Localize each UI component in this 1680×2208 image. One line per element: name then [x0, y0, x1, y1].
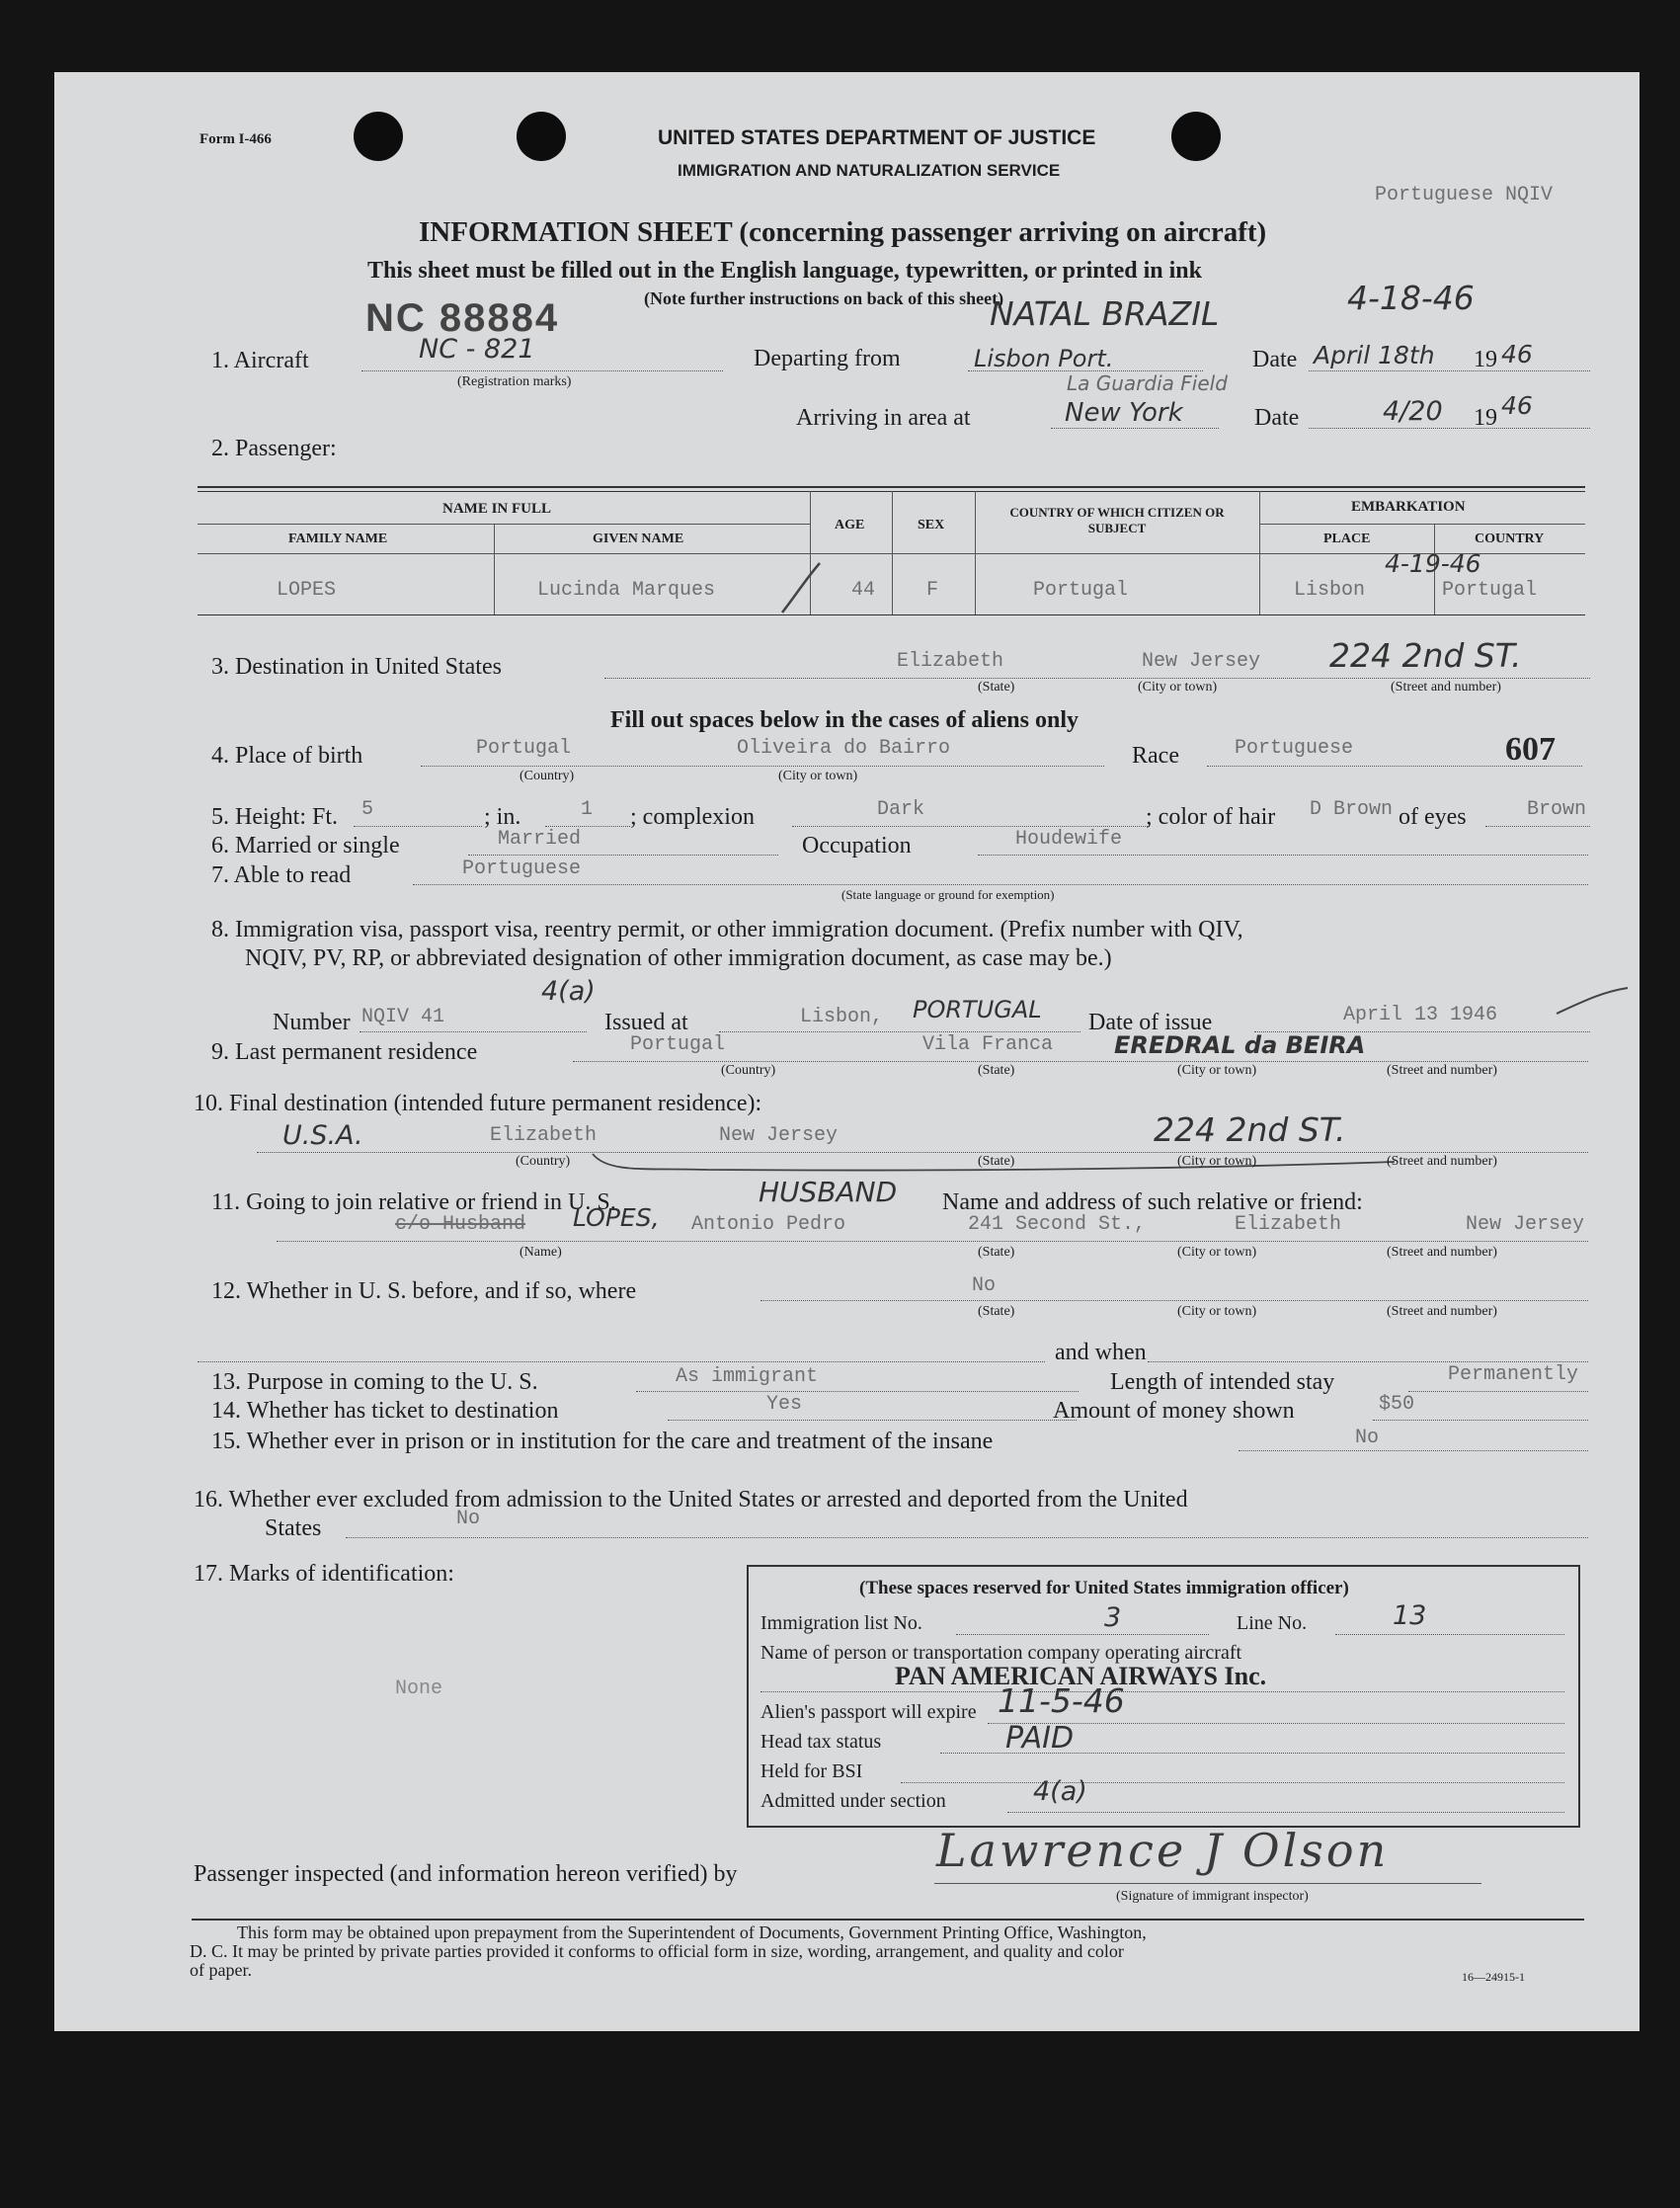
height-label: 5. Height: Ft.	[211, 804, 339, 830]
officer-box-heading: (These spaces reserved for United States immigration officer)	[859, 1578, 1349, 1598]
race-label: Race	[1132, 743, 1179, 769]
punch-hole	[1171, 112, 1221, 161]
residence-country: Portugal	[630, 1033, 726, 1056]
col-divider	[1259, 491, 1260, 614]
read-caption: (State language or ground for exemption)	[841, 887, 1055, 902]
arriving-value: New York	[1065, 398, 1183, 428]
complexion-label: ; complexion	[630, 804, 755, 830]
birth-city: Oliveira do Bairro	[737, 737, 951, 760]
footer-line-2: D. C. It may be printed by private parties provided it conforms to official form in size, wording, arrangement, and quality and color	[190, 1941, 1124, 1961]
caption-city: (City or town)	[1138, 680, 1218, 695]
arriving-line	[1051, 428, 1219, 429]
aircraft-registration: NC - 821	[419, 334, 535, 365]
visa-number-value: NQIV 41	[361, 1006, 445, 1028]
section-value: 4(a)	[1033, 1776, 1087, 1807]
caption-state: (State)	[978, 1304, 1015, 1319]
join-label: 11. Going to join relative or friend in U. S.	[211, 1189, 616, 1215]
height-ft: 5	[361, 798, 374, 821]
money-line	[1373, 1420, 1588, 1421]
print-code: 16—24915-1	[1462, 1970, 1525, 1984]
departure-date-label: Date	[1252, 347, 1298, 372]
header-family-name: FAMILY NAME	[288, 532, 388, 546]
header-given-name: GIVEN NAME	[593, 532, 684, 546]
date-of-issue-label: Date of issue	[1088, 1010, 1213, 1035]
code-stamp: 607	[1505, 731, 1556, 768]
passport-expire-label: Alien's passport will expire	[760, 1701, 977, 1723]
date-of-issue-value: April 13 1946	[1343, 1004, 1498, 1026]
embark-country-value: Portugal	[1442, 579, 1538, 602]
embark-subhead-rule	[1259, 524, 1585, 525]
departure-year-prefix: 19	[1474, 347, 1497, 372]
arrival-date-line	[1309, 428, 1590, 429]
pen-stroke	[1553, 984, 1632, 1018]
final-state-a: Elizabeth	[490, 1124, 598, 1147]
col-divider	[892, 491, 893, 614]
final-destination-label: 10. Final destination (intended future permanent residence):	[194, 1091, 762, 1116]
when-line-right	[1148, 1361, 1588, 1362]
departing-label: Departing from	[754, 346, 901, 371]
inches-label: ; in.	[484, 804, 521, 830]
operator-line	[760, 1691, 1564, 1692]
col-divider	[494, 524, 495, 614]
line-number-value: 13	[1393, 1600, 1427, 1631]
join-name: Antonio Pedro	[691, 1213, 846, 1236]
destination-city: New Jersey	[1142, 650, 1261, 673]
ticket-label: 14. Whether has ticket to destination	[211, 1398, 559, 1424]
visa-number-label: Number	[273, 1010, 351, 1035]
occupation-value: Houdewife	[1015, 828, 1123, 851]
eyes-label: of eyes	[1399, 804, 1467, 830]
aircraft-line	[361, 370, 723, 371]
stay-value: Permanently	[1448, 1363, 1579, 1386]
head-tax-label: Head tax status	[760, 1731, 882, 1753]
in-line	[545, 826, 630, 827]
occupation-line	[978, 855, 1588, 856]
money-value: $50	[1379, 1393, 1415, 1416]
form-number: Form I-466	[200, 131, 272, 147]
ft-line	[354, 826, 482, 827]
arrival-year-prefix: 19	[1474, 405, 1497, 431]
visa-number-line	[360, 1031, 587, 1032]
age-value: 44	[851, 579, 876, 602]
arriving-label: Arriving in area at	[796, 405, 971, 431]
list-number-label: Immigration list No.	[760, 1612, 922, 1634]
line-number-label: Line No.	[1237, 1612, 1308, 1634]
join-state: New Jersey	[1466, 1213, 1585, 1236]
purpose-label: 13. Purpose in coming to the U. S.	[211, 1369, 538, 1395]
stay-label: Length of intended stay	[1110, 1369, 1335, 1395]
prison-line	[1239, 1450, 1588, 1451]
table-top-rule	[198, 486, 1585, 488]
sex-value: F	[926, 579, 939, 602]
arriving-note: La Guardia Field	[1067, 371, 1228, 395]
footer-line-3: of paper.	[190, 1960, 252, 1980]
issued-line	[719, 1031, 1080, 1032]
form-note: (Note further instructions on back of this sheet)	[644, 288, 1004, 308]
destination-state: Elizabeth	[897, 650, 1004, 673]
head-tax-value: PAID	[1005, 1721, 1075, 1756]
read-line	[413, 884, 1588, 885]
table-bottom-rule	[198, 614, 1585, 615]
caption-state: (State)	[978, 1154, 1015, 1169]
join-surname: LOPES,	[573, 1203, 660, 1232]
bsi-line	[901, 1782, 1564, 1783]
issued-label: Issued at	[604, 1010, 688, 1035]
residence-state: Vila Franca	[922, 1033, 1054, 1056]
before-value: No	[972, 1274, 997, 1297]
departure-year-value: 46	[1501, 340, 1533, 368]
final-country: U.S.A.	[282, 1120, 363, 1151]
inspection-label: Passenger inspected (and information hereon verified) by	[194, 1861, 738, 1887]
residence-line	[573, 1061, 1588, 1062]
before-line	[760, 1300, 1588, 1301]
visa-label-2: NQIV, PV, RP, or abbreviated designation of other immigration document, as case may be.)	[245, 945, 1112, 971]
stay-line	[1408, 1391, 1588, 1392]
punch-hole	[517, 112, 566, 161]
caption-city: (City or town)	[778, 769, 858, 783]
read-value: Portuguese	[462, 858, 582, 880]
hair-label: ; color of hair	[1146, 804, 1276, 830]
footer-rule	[192, 1919, 1584, 1921]
form-title: INFORMATION SHEET (concerning passenger arriving on aircraft)	[419, 216, 1267, 248]
passenger-label: 2. Passenger:	[211, 436, 337, 461]
passport-expire-value: 11-5-46	[998, 1681, 1125, 1720]
height-in: 1	[581, 798, 594, 821]
excluded-line	[346, 1537, 1588, 1538]
caption-state: (State)	[978, 1063, 1015, 1078]
operator-stamp: PAN AMERICAN AIRWAYS Inc.	[895, 1662, 1267, 1690]
corner-note: Portuguese NQIV	[1375, 184, 1554, 206]
prison-label: 15. Whether ever in prison or in institution for the care and treatment of the insane	[211, 1429, 994, 1454]
purpose-value: As immigrant	[676, 1365, 819, 1388]
final-state-b: New Jersey	[719, 1124, 839, 1147]
caption-state: (State)	[978, 1245, 1015, 1260]
caption-city: (City or town)	[1177, 1304, 1257, 1319]
inspector-signature: Lawrence J Olson	[936, 1824, 1390, 1877]
caption-street: (Street and number)	[1387, 1154, 1497, 1169]
eyes-line	[1485, 826, 1590, 827]
married-label: 6. Married or single	[211, 833, 400, 859]
header-place: PLACE	[1323, 532, 1371, 546]
marks-label: 17. Marks of identification:	[194, 1561, 454, 1587]
issued-handwritten: PORTUGAL	[913, 996, 1042, 1023]
married-value: Married	[498, 828, 582, 851]
caption-country: (Country)	[516, 1154, 571, 1169]
list-number-line	[956, 1634, 1209, 1635]
caption-street: (Street and number)	[1387, 1245, 1497, 1260]
family-name-value: LOPES	[277, 579, 337, 602]
department-name: UNITED STATES DEPARTMENT OF JUSTICE	[658, 126, 1096, 149]
visa-label-1: 8. Immigration visa, passport visa, reentry permit, or other immigration document. (Prefix number with QIV,	[211, 917, 1243, 942]
signature-caption: (Signature of immigrant inspector)	[1116, 1889, 1309, 1904]
arrival-year-value: 46	[1501, 391, 1533, 420]
arrival-date-label: Date	[1254, 405, 1300, 431]
caption-state: (State)	[978, 680, 1015, 695]
header-embark-country: COUNTRY	[1475, 532, 1545, 546]
read-label: 7. Able to read	[211, 862, 352, 888]
embark-place-value: Lisbon	[1294, 579, 1366, 602]
hair-value: D Brown	[1310, 798, 1394, 821]
eyes-value: Brown	[1527, 798, 1587, 821]
caption-city: (City or town)	[1177, 1154, 1257, 1169]
join-city: Elizabeth	[1235, 1213, 1342, 1236]
married-line	[468, 855, 778, 856]
occupation-label: Occupation	[802, 833, 912, 859]
service-name: IMMIGRATION AND NATURALIZATION SERVICE	[678, 161, 1061, 180]
excluded-label-2: States	[265, 1515, 322, 1541]
destination-label: 3. Destination in United States	[211, 654, 502, 680]
race-value: Portuguese	[1235, 737, 1354, 760]
when-label: and when	[1055, 1340, 1147, 1365]
header-age: AGE	[835, 518, 865, 532]
operator-label: Name of person or transportation company operating aircraft	[760, 1642, 1242, 1664]
caption-city: (City or town)	[1177, 1063, 1257, 1078]
departure-date-line	[1309, 370, 1590, 371]
join-address: 241 Second St.,	[968, 1213, 1147, 1236]
caption-city: (City or town)	[1177, 1245, 1257, 1260]
registration-caption: (Registration marks)	[457, 374, 572, 389]
excluded-value: No	[456, 1508, 481, 1530]
handwritten-departure-date: 4-18-46	[1347, 279, 1475, 317]
given-name-value: Lucinda Marques	[537, 579, 716, 602]
visa-number-handwritten: 4(a)	[541, 976, 596, 1007]
ticket-line	[668, 1420, 1077, 1421]
handwritten-departure-city: NATAL BRAZIL	[990, 294, 1220, 333]
birth-line	[421, 766, 1104, 767]
caption-street: (Street and number)	[1387, 1063, 1497, 1078]
footer-line-1: This form may be obtained upon prepayment from the Superintendent of Documents, Government Printing Office, Washington,	[237, 1922, 1147, 1942]
file-number-stamp: NC 88884	[365, 296, 560, 340]
destination-street: 224 2nd ST.	[1329, 636, 1522, 675]
excluded-label-1: 16. Whether ever excluded from admission to the United States or arrested and deported from the United	[194, 1487, 1188, 1513]
join-relation: HUSBAND	[759, 1176, 898, 1208]
issued-value: Lisbon,	[800, 1006, 884, 1028]
name-subhead-rule	[198, 524, 810, 525]
when-line-left	[198, 1361, 1045, 1362]
officer-box	[747, 1565, 1580, 1828]
list-number-value: 3	[1104, 1602, 1122, 1633]
line-number-line	[1335, 1634, 1564, 1635]
aliens-heading: Fill out spaces below in the cases of aliens only	[610, 707, 1080, 733]
join-line	[277, 1241, 1588, 1242]
marks-value: None	[395, 1677, 443, 1700]
ticket-value: Yes	[766, 1393, 803, 1416]
before-label: 12. Whether in U. S. before, and if so, where	[211, 1278, 637, 1304]
header-sex: SEX	[918, 518, 945, 532]
complexion-line	[792, 826, 1150, 827]
join-label-2: Name and address of such relative or friend:	[942, 1189, 1363, 1215]
destination-line	[604, 678, 1590, 679]
citizen-value: Portugal	[1033, 579, 1129, 602]
passport-expire-line	[988, 1723, 1564, 1724]
form-subtitle: This sheet must be filled out in the English language, typewritten, or printed in ink	[367, 258, 1202, 284]
prison-value: No	[1355, 1427, 1380, 1449]
header-name-in-full: NAME IN FULL	[442, 501, 552, 517]
residence-city: EREDRAL da BEIRA	[1114, 1031, 1366, 1059]
join-name-struck: c/o Husband	[395, 1213, 526, 1236]
header-citizen-country: COUNTRY OF WHICH CITIZEN OR SUBJECT	[1009, 505, 1225, 535]
complexion-value: Dark	[877, 798, 925, 821]
money-label: Amount of money shown	[1053, 1398, 1295, 1424]
caption-street: (Street and number)	[1391, 680, 1501, 695]
arrival-date-value: 4/20	[1383, 396, 1443, 427]
punch-hole	[354, 112, 403, 161]
bsi-label: Held for BSI	[760, 1760, 863, 1782]
caption-country: (Country)	[721, 1063, 776, 1078]
departure-date-value: April 18th	[1314, 341, 1435, 369]
departing-value: Lisbon Port.	[974, 345, 1114, 372]
final-street: 224 2nd ST.	[1154, 1110, 1346, 1149]
check-mark	[776, 559, 824, 616]
caption-street: (Street and number)	[1387, 1304, 1497, 1319]
col-divider	[975, 491, 976, 614]
purpose-line	[636, 1391, 1079, 1392]
residence-label: 9. Last permanent residence	[211, 1039, 478, 1065]
header-embarkation: EMBARKATION	[1351, 499, 1466, 515]
aircraft-label: 1. Aircraft	[211, 348, 309, 373]
section-label: Admitted under section	[760, 1790, 946, 1812]
caption-country: (Country)	[520, 769, 575, 783]
embark-date-note: 4-19-46	[1385, 549, 1481, 578]
section-line	[1007, 1812, 1564, 1813]
birth-label: 4. Place of birth	[211, 743, 363, 769]
caption-name: (Name)	[520, 1245, 562, 1260]
signature-line	[934, 1883, 1481, 1884]
birth-country: Portugal	[476, 737, 572, 760]
